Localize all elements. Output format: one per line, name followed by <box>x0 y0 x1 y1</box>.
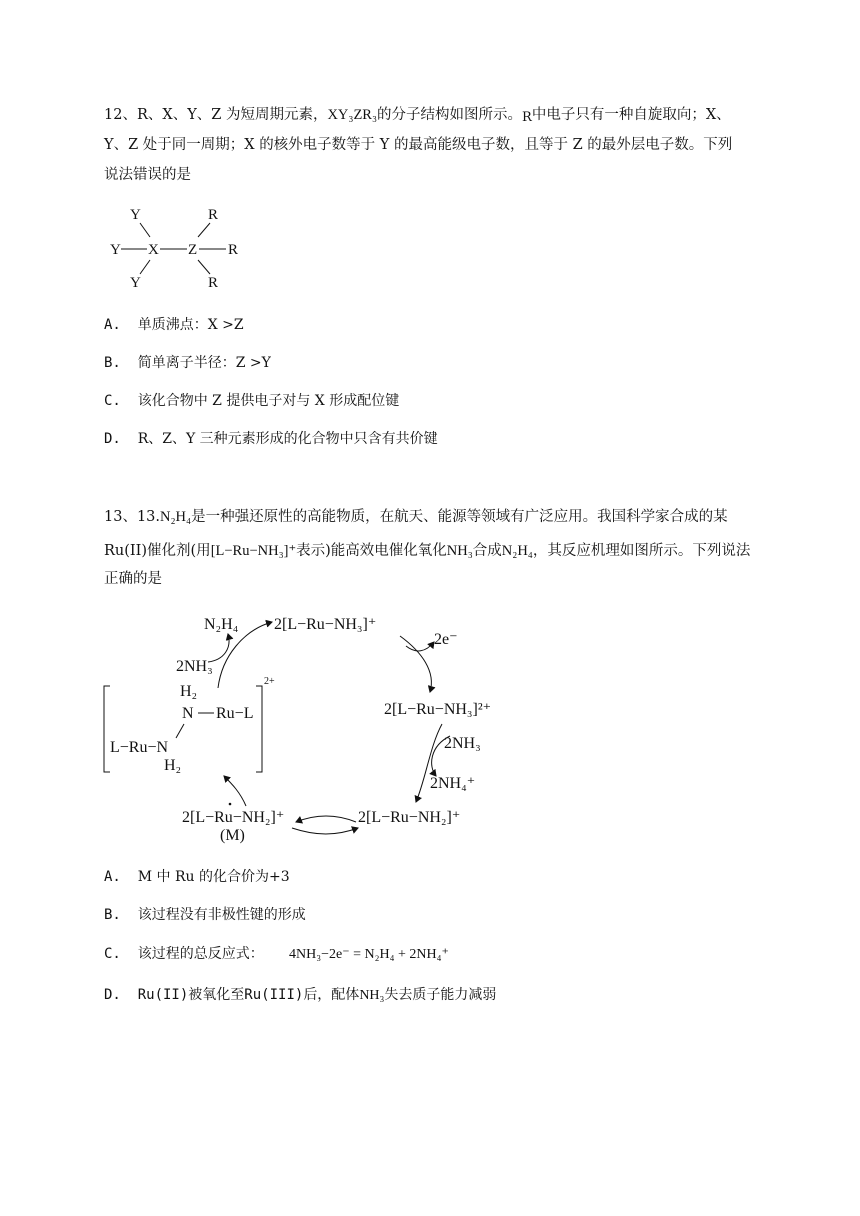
option-letter: B. <box>104 907 121 923</box>
q12-structure-diagram <box>100 200 260 300</box>
q13-nh3: NH₃ <box>446 543 473 559</box>
dimer-ru-top: Ru−L <box>216 705 254 722</box>
q13-catalyst: [L−Ru−NH₃]⁺ <box>210 543 297 559</box>
q13-stem-text: 是一种强还原性的高能物质，在航天、能源等领域有广泛应用。我国科学家合成的某 <box>191 509 728 525</box>
mech-bottom-left: 2[L−Ru−NH₂]⁺ <box>182 809 285 826</box>
q13-stem-text-a: Ru(II)催化剂(用 <box>104 543 211 559</box>
q12-stem-line1 <box>104 102 764 131</box>
q13-option-a[interactable] <box>104 866 290 886</box>
struct-y-left: Y <box>110 242 121 258</box>
struct-bonds <box>121 223 226 274</box>
q13-n2h4-2: N₂H₄ <box>501 543 533 559</box>
q13-n2h4: N₂H₄ <box>160 509 192 525</box>
option-ru-iii: Ru(III) <box>244 987 304 1003</box>
dimer-h2-top: H₂ <box>180 683 198 700</box>
option-ru-ii: Ru(II) <box>137 987 189 1003</box>
q13-stem-line2 <box>104 538 764 564</box>
dimer-lru: L−Ru−N <box>110 739 169 756</box>
option-text: R、Z、Y 三种元素形成的化合物中只含有共价键 <box>137 431 438 447</box>
q12-option-b[interactable] <box>104 352 271 372</box>
option-text-d: 后，配体 <box>303 987 360 1003</box>
q13-stem-text-b: 表示)能高效电催化氧化 <box>296 543 447 559</box>
q13-option-c[interactable] <box>104 943 449 963</box>
q13-option-d[interactable] <box>104 984 496 1004</box>
struct-z: Z <box>188 242 198 258</box>
option-letter: D. <box>104 431 121 447</box>
q13-stem-text-c: 合成 <box>472 543 502 559</box>
mech-n2h4: N₂H₄ <box>204 616 239 633</box>
q12-stem-text-b: 的分子结构如图所示。 <box>377 107 523 123</box>
q12-option-d[interactable] <box>104 428 438 448</box>
mech-2nh3-right: 2NH₃ <box>444 735 481 752</box>
mech-2nh3-left: 2NH₃ <box>176 658 213 675</box>
q13-stem-line3: 正确的是 <box>104 571 162 587</box>
mech-2nh4: 2NH₄⁺ <box>430 775 476 792</box>
radical-dot <box>229 803 232 806</box>
option-nh3: NH₃ <box>359 988 385 1003</box>
q12-option-a[interactable] <box>104 314 244 334</box>
mech-lines <box>104 622 450 834</box>
option-letter: B. <box>104 355 121 371</box>
q13-stem-text-e: ，其反应机理如图所示。下列说法 <box>532 543 751 559</box>
mech-m-label: (M) <box>220 827 245 844</box>
option-text: 该化合物中 Z 提供电子对与 X 形成配位键 <box>137 393 400 409</box>
mech-right-species: 2[L−Ru−NH₃]²⁺ <box>384 701 492 718</box>
q12-formula: XY₃ZR₃ <box>327 107 378 123</box>
struct-y-bottom: Y <box>130 275 141 291</box>
option-letter: C. <box>104 946 121 962</box>
option-text-b: 被氧化至 <box>188 987 245 1003</box>
struct-y-top: Y <box>130 207 141 223</box>
mech-2e: 2e⁻ <box>434 631 458 648</box>
option-letter: A. <box>104 869 121 885</box>
dimer-charge: 2+ <box>264 676 275 687</box>
q12-option-c[interactable] <box>104 390 399 410</box>
option-text: 该过程没有非极性键的形成 <box>137 907 306 923</box>
dimer-n-top: N <box>182 705 194 722</box>
option-letter: D. <box>104 987 121 1003</box>
mech-bottom-right: 2[L−Ru−NH₂]⁺ <box>358 809 461 826</box>
q13-stem-line1 <box>104 504 764 530</box>
q13-number: 13、13. <box>104 509 161 525</box>
struct-r-bottom: R <box>208 275 219 291</box>
q12-r-symbol: R <box>522 110 532 125</box>
option-letter: C. <box>104 393 121 409</box>
option-text: M 中 Ru 的化合价为+3 <box>137 869 290 885</box>
q13-mechanism-diagram <box>96 600 516 850</box>
dimer-h2-bottom: H₂ <box>164 757 182 774</box>
option-equation: 4NH₃−2e⁻ = N₂H₄ + 2NH₄⁺ <box>289 947 449 962</box>
q13-option-b[interactable] <box>104 904 306 924</box>
q12-stem-line3: 说法错误的是 <box>104 167 191 183</box>
struct-r-top: R <box>208 207 219 223</box>
struct-r-right: R <box>228 242 239 258</box>
q12-stem-line2: Y、Z 处于同一周期；X 的核外电子数等于 Y 的最高能级电子数，且等于 Z 的最外层电子数。下列 <box>104 137 733 153</box>
option-text: 单质沸点：X >Z <box>137 317 244 333</box>
struct-x: X <box>148 242 159 258</box>
q12-number: 12、 <box>104 107 137 123</box>
option-text-f: 失去质子能力减弱 <box>384 987 497 1003</box>
mech-top-species: 2[L−Ru−NH₃]⁺ <box>274 616 377 633</box>
q12-stem-text-c: 中电子只有一种自旋取向；X、 <box>531 107 731 123</box>
q12-stem-text-a: R、X、Y、Z 为短周期元素， <box>136 107 328 123</box>
option-text: 该过程的总反应式： <box>137 946 264 962</box>
option-letter: A. <box>104 317 121 333</box>
option-text: 简单离子半径：Z >Y <box>137 355 271 371</box>
